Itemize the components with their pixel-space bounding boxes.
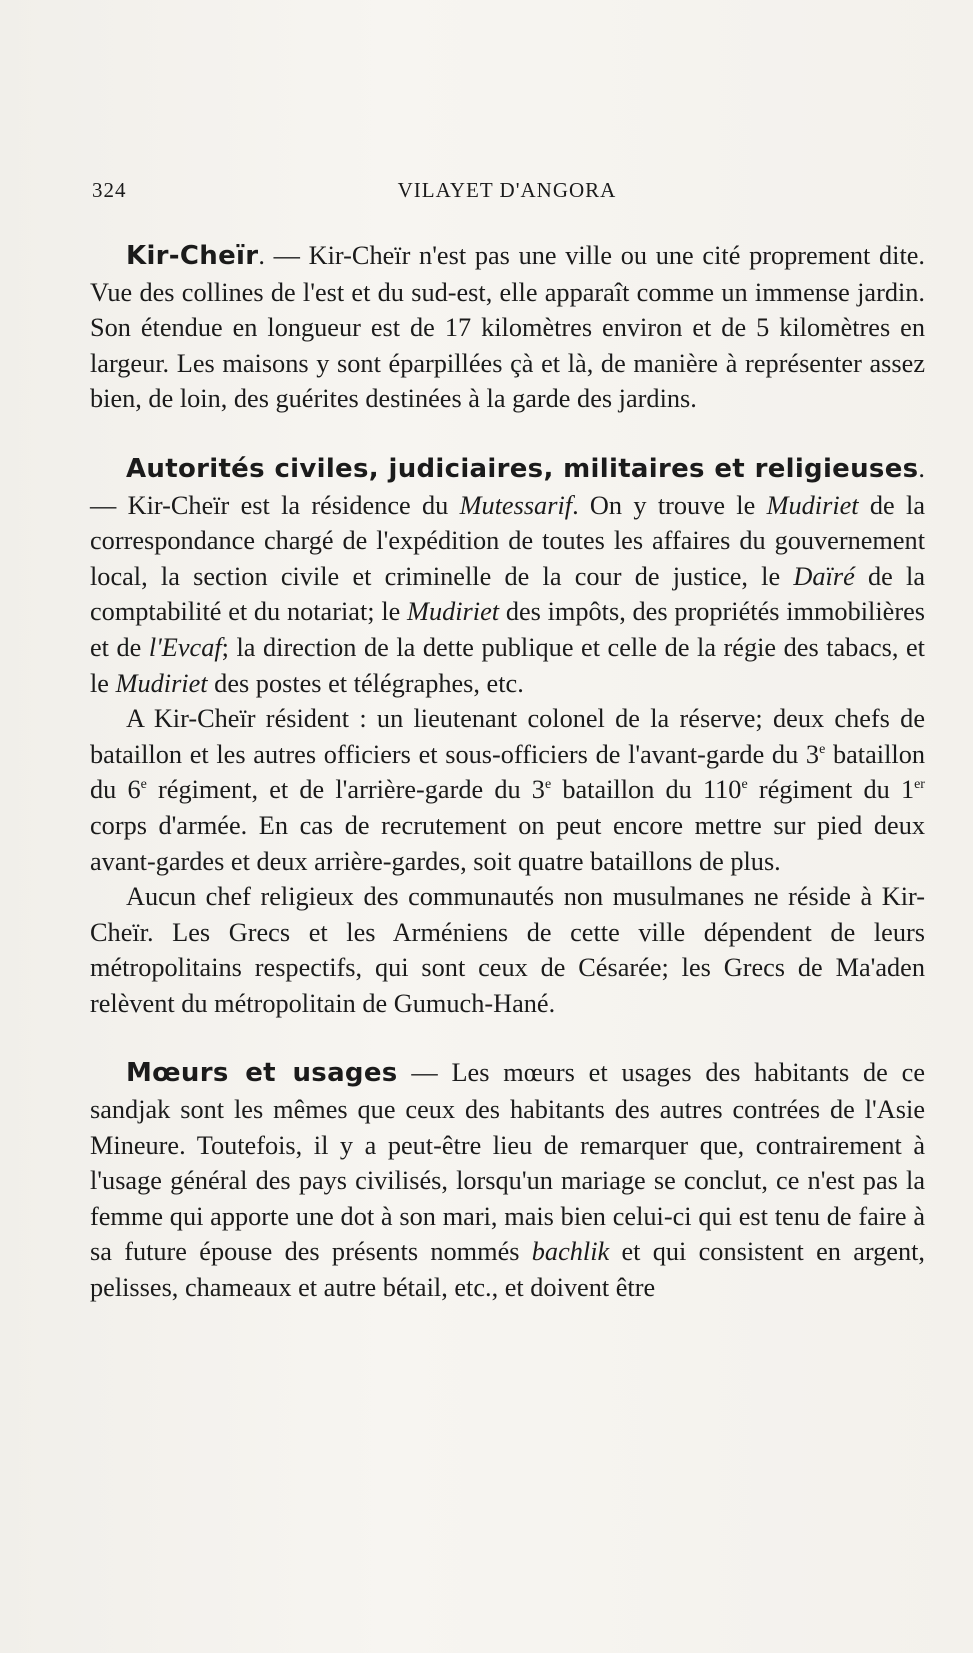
section-heading-autorites: Autorités civiles, judiciaires, militaires et religieuses [126,453,919,484]
running-head: VILAYET D'ANGORA [397,178,617,202]
page-body [90,238,925,1306]
italic-term: Mudiriet [115,668,208,698]
italic-term: Daïré [793,561,855,591]
italic-term: bachlik [531,1237,610,1267]
italic-term: Mudiriet [766,490,859,520]
section-heading-kircheir: Kir-Cheïr [126,241,259,271]
italic-term: Mutessarif [459,490,573,520]
italic-term: Mudiriet [407,597,500,627]
paragraph-moeurs: Mœurs et usages — Les mœurs et usages des habitants de ce sandjak sont les mêmes que ceux des habitants des autres contrées de l'Asie Mineure. Toutefois, il y a peut-être lieu de remarquer que, contrairement à l'usage général des pays civilisés, lorsqu'un mariage se conclut, ce n'est pas la femme qui apporte une dot à son mari, mais bien celui-ci qui est tenu de faire à sa future épouse des présents nommés bachlik et qui consistent en argent, pelisses, chameaux et autre bétail, etc., et doivent être [90,1058,926,1303]
page-number: 324 [92,178,127,202]
paragraph-military: A Kir-Cheïr résident : un lieutenant colonel de la réserve; deux chefs de bataillon et les autres officiers et sous-officiers de l'avant-garde du 3e bataillon du 6e régiment, et de l'arrière-garde du 3e bataillon du 110e régiment du 1er corps d'armée. En cas de recrutement on peut encore mettre sur pied deux avant-gardes et deux arrière-gardes, soit quatre bataillons de plus. [90,704,925,876]
page-header [92,178,922,208]
italic-term: l'Evcaf [148,632,222,662]
section-heading-moeurs: Mœurs et usages [126,1058,398,1089]
paragraph-kircheir [90,238,925,417]
paragraph-text: . — Kir-Cheïr n'est pas une ville ou une cité proprement dite. Vue des collines de l'est et du sud-est, elle apparaît comme un immense jardin. Son étendue en longueur est de 17 kilomètres environ et de 5 kilomètres en largeur. Les maisons y sont éparpillées çà et là, de manière à représenter assez bien, de loin, des guérites destinées à la garde des jardins. [90,241,925,414]
paragraph-autorites: Autorités civiles, judiciaires, militaires et religieuses. — Kir-Cheïr est la résidence du Mutessarif. On y trouve le Mudiriet de la correspondance chargé de l'expédition de toutes les affaires du gouvernement local, la section civile et criminelle de la cour de justice, le Daïré de la comptabilité et du notariat; le Mudiriet des impôts, des propriétés immobilières et de l'Evcaf; la direction de la dette publique et celle de la régie des tabacs, et le Mudiriet des postes et télégraphes, etc. [90,453,926,698]
paragraph-religious: Aucun chef religieux des communautés non musulmanes ne réside à Kir-Cheïr. Les Grecs et les Arméniens de cette ville dépendent de leurs métropolitains respectifs, qui sont ceux de Césarée; les Grecs de Ma'aden relèvent du métropolitain de Gumuch-Hané. [90,882,925,1018]
